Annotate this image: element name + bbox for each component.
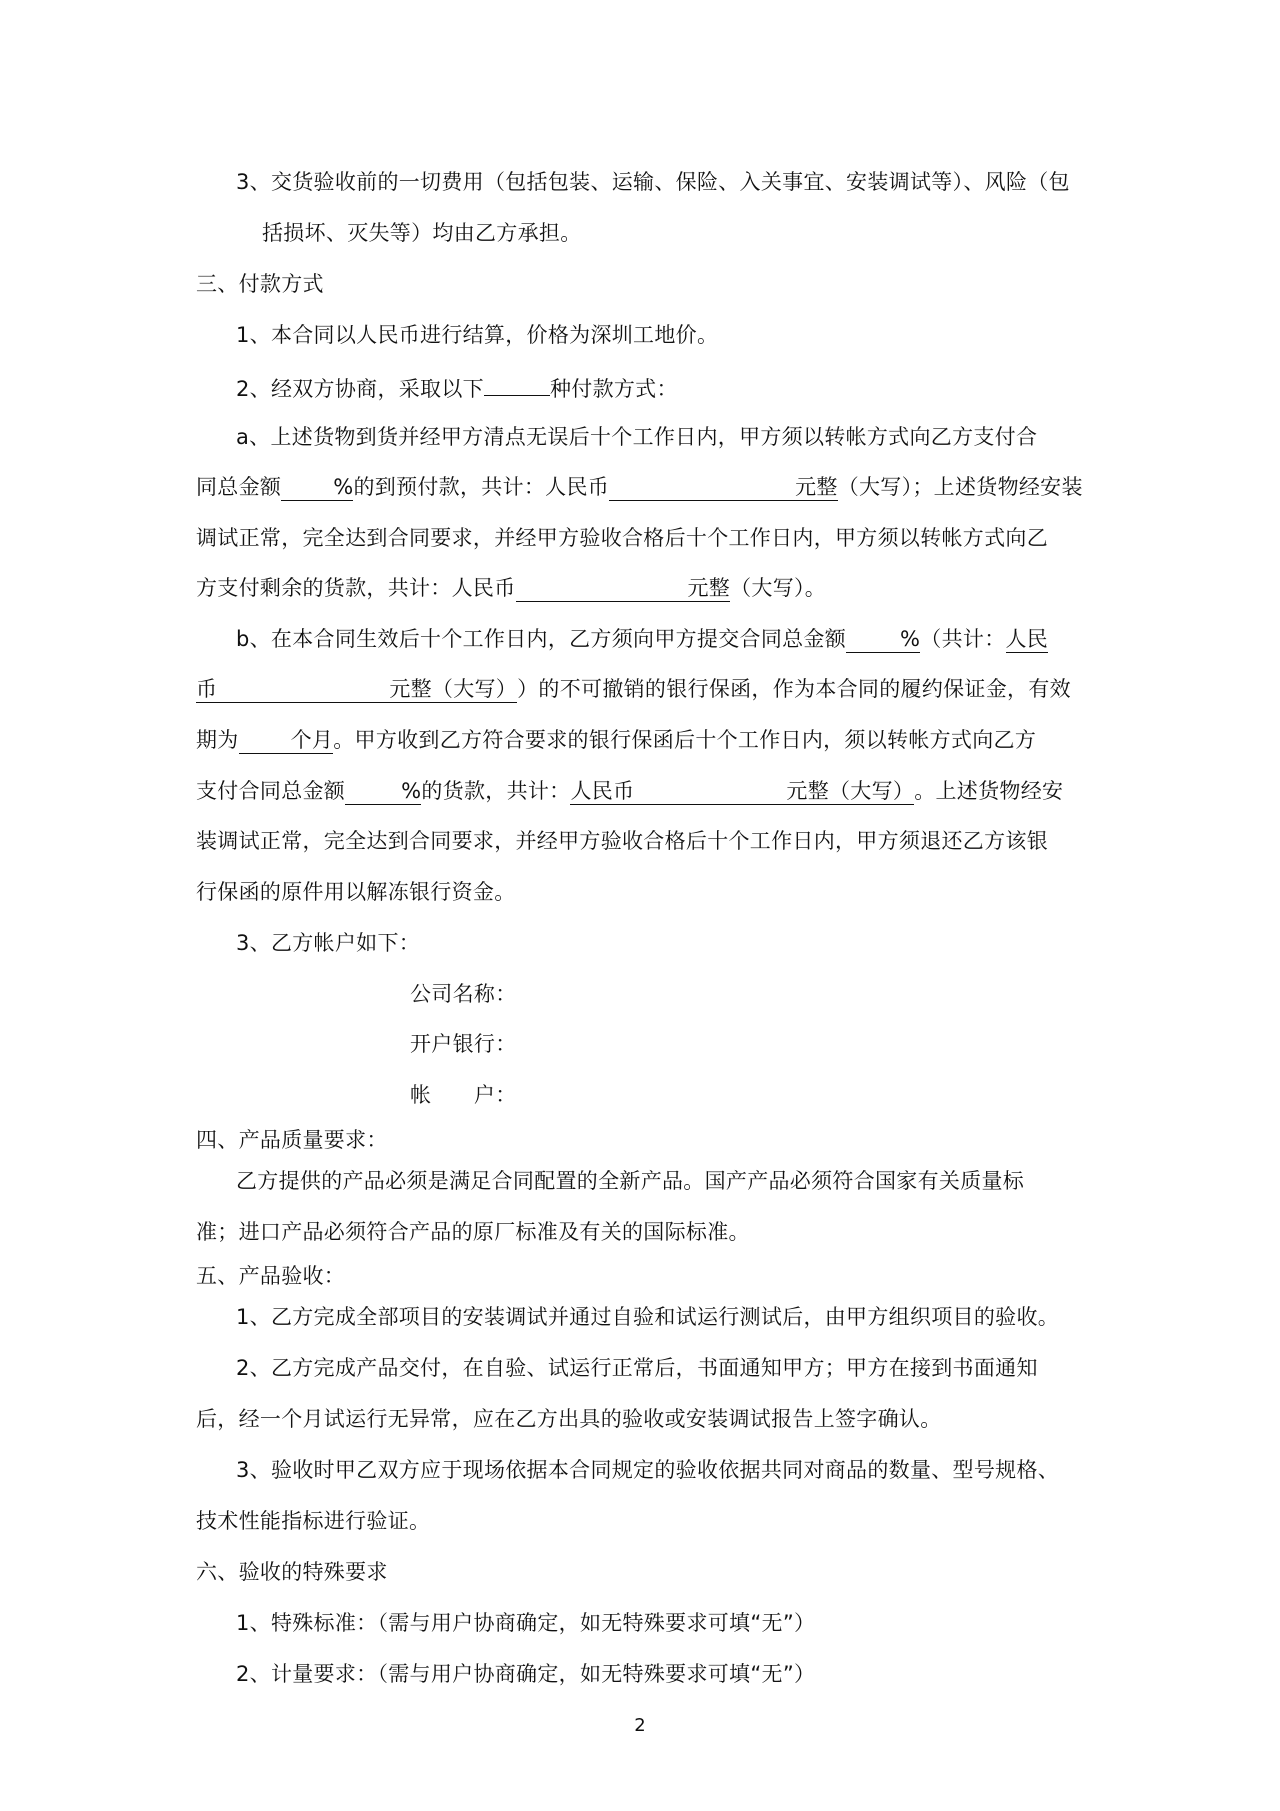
clause-3-delivery-costs (236, 167, 1070, 197)
text: 期为 (196, 728, 239, 752)
text: % (333, 475, 354, 499)
text: （共计： (920, 627, 1006, 651)
section-4-heading (196, 1125, 388, 1155)
blank-prepay-amount[interactable] (609, 474, 838, 501)
text: 括损坏、灭失等）均由乙方承担。 (262, 221, 582, 245)
blank-validity-months[interactable] (239, 727, 334, 754)
text: 的到预付款，共计：人民币 (353, 475, 610, 499)
text: 四、产品质量要求： (196, 1128, 388, 1152)
text: % (900, 627, 921, 651)
account-bank (410, 1029, 517, 1059)
payment-option-a-line4 (196, 573, 826, 603)
text: 3、交货验收前的一切费用（包括包装、运输、保险、入关事宜、安装调试等）、风险（包 (236, 170, 1070, 194)
text: b、在本合同生效后十个工作日内，乙方须向甲方提交合同总金额 (236, 627, 847, 651)
payment-clause-2 (236, 371, 678, 404)
text: 五、产品验收： (196, 1264, 346, 1288)
page-number: 2 (634, 1715, 646, 1736)
text: 方支付剩余的货款，共计：人民币 (196, 576, 516, 600)
blank-payment-type[interactable] (484, 371, 550, 396)
blank-balance-amount[interactable] (516, 575, 731, 602)
payment-option-a-line2 (196, 472, 1083, 502)
acceptance-clause-2-cont (196, 1404, 942, 1434)
blank-payment-amount[interactable] (570, 778, 914, 805)
text: 人民币 (570, 779, 635, 803)
payment-option-a-line3 (196, 523, 1048, 553)
blank-prepay-percent[interactable] (281, 474, 353, 501)
payment-option-b-line2 (196, 674, 1071, 704)
blank-guarantee-percent[interactable] (846, 626, 920, 653)
text: % (401, 779, 422, 803)
text: （大写）。 (730, 576, 827, 600)
payment-option-b-line6 (196, 877, 516, 907)
text: 乙方提供的产品必须是满足合同配置的全新产品。国产产品必须符合国家有关质量标 (236, 1169, 1025, 1193)
text: 支付合同总金额 (196, 779, 346, 803)
text: 2、计量要求：（需与用户协商确定，如无特殊要求可填“无”） (236, 1662, 816, 1686)
text: 个月 (290, 728, 334, 752)
text: 2、经双方协商，采取以下 (236, 377, 484, 401)
section-6-heading (196, 1557, 388, 1587)
text: 公司名称： (410, 982, 517, 1006)
text: 帐 户： (410, 1083, 517, 1107)
text: （大写）；上述货物经安装 (837, 475, 1083, 499)
text: 。上述货物经安 (914, 779, 1064, 803)
text: 行保函的原件用以解冻银行资金。 (196, 880, 516, 904)
text: 元整 (795, 475, 838, 499)
acceptance-clause-2 (236, 1353, 1038, 1383)
payment-option-b-line4 (196, 776, 1063, 806)
text: 1、乙方完成全部项目的安装调试并通过自验和试运行测试后，由甲方组织项目的验收。 (236, 1305, 1060, 1329)
text: 2、乙方完成产品交付，在自验、试运行正常后，书面通知甲方；甲方在接到书面通知 (236, 1356, 1038, 1380)
special-requirement-2 (236, 1659, 815, 1689)
blank-guarantee-amount-start[interactable]: 人民 (1005, 627, 1049, 651)
text: 。甲方收到乙方符合要求的银行保函后十个工作日内，须以转帐方式向乙方 (333, 728, 1037, 752)
acceptance-clause-1 (236, 1302, 1059, 1332)
text: 元整 (687, 576, 731, 600)
payment-clause-1 (236, 320, 718, 350)
text: 三、付款方式 (196, 272, 324, 296)
text: 装调试正常，完全达到合同要求，并经甲方验收合格后十个工作日内，甲方须退还乙方该银 (196, 829, 1048, 853)
payment-option-b-line3 (196, 725, 1036, 755)
text: ）的不可撤销的银行保函，作为本合同的履约保证金，有效 (517, 677, 1071, 701)
text: 后，经一个月试运行无异常，应在乙方出具的验收或安装调试报告上签字确认。 (196, 1407, 942, 1431)
text: 六、验收的特殊要求 (196, 1560, 388, 1584)
text: 的货款，共计： (421, 779, 571, 803)
blank-guarantee-amount[interactable] (196, 676, 517, 703)
text: 元整（大写） (389, 677, 518, 701)
quality-clause (236, 1166, 1024, 1196)
text: 1、本合同以人民币进行结算，价格为深圳工地价。 (236, 323, 719, 347)
clause-3-delivery-costs-cont (262, 218, 582, 248)
text: 种付款方式： (549, 377, 678, 401)
payment-clause-3 (236, 928, 420, 958)
text: 币 (196, 677, 218, 701)
text: 技术性能指标进行验证。 (196, 1509, 431, 1533)
acceptance-clause-3 (236, 1455, 1059, 1485)
text: 同总金额 (196, 475, 282, 499)
text: 调试正常，完全达到合同要求，并经甲方验收合格后十个工作日内，甲方须以转帐方式向乙 (196, 526, 1048, 550)
account-number (410, 1080, 517, 1110)
special-requirement-1 (236, 1608, 815, 1638)
text: 开户银行： (410, 1032, 517, 1056)
acceptance-clause-3-cont (196, 1506, 430, 1536)
section-3-heading (196, 269, 324, 299)
text: 元整（大写） (786, 779, 915, 803)
account-company-name (410, 979, 517, 1009)
blank-payment-percent[interactable] (345, 778, 421, 805)
payment-option-b-line5 (196, 826, 1048, 856)
payment-option-a (236, 422, 1037, 452)
quality-clause-cont (196, 1217, 750, 1247)
section-5-heading (196, 1261, 345, 1291)
text: 1、特殊标准：（需与用户协商确定，如无特殊要求可填“无”） (236, 1611, 816, 1635)
text: 3、乙方帐户如下： (236, 931, 421, 955)
payment-option-b (236, 624, 1048, 654)
text: 3、验收时甲乙双方应于现场依据本合同规定的验收依据共同对商品的数量、型号规格、 (236, 1458, 1060, 1482)
text: 准；进口产品必须符合产品的原厂标准及有关的国际标准。 (196, 1220, 750, 1244)
text: a、上述货物到货并经甲方清点无误后十个工作日内，甲方须以转帐方式向乙方支付合 (236, 425, 1038, 449)
